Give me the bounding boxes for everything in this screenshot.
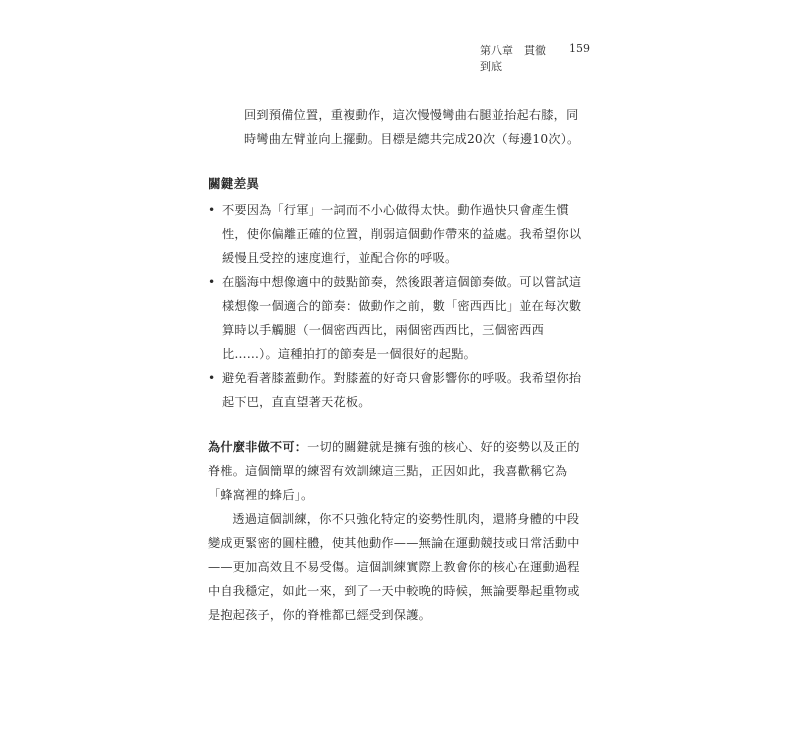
list-item <box>208 198 590 270</box>
running-header <box>480 42 590 74</box>
key-differences-list <box>208 198 590 414</box>
why-paragraph <box>208 435 590 507</box>
list-item <box>208 270 590 366</box>
list-item-text: 在腦海中想像適中的鼓點節奏，然後跟著這個節奏做。可以嘗試這樣想像一個適合的節奏：做動作之前，數「密西西比」並在每次數算時以手觸腿（一個密西西比，兩個密西西比，三個密西西比……）。這種拍打的節奏是一個很好的起點。 <box>222 275 582 361</box>
intro-paragraph: 回到預備位置，重複動作，這次慢慢彎曲右腿並抬起右膝，同時彎曲左臂並向上擺動。目標是總共完成20次（每邊10次）。 <box>244 108 580 146</box>
list-item <box>208 366 590 414</box>
chapter-title: 第八章 貫徹到底 <box>480 44 546 73</box>
why-text: 一切的關鍵就是擁有強的核心、好的姿勢以及正的脊椎。這個簡單的練習有效訓練這三點，正因如此，我喜歡稱它為「蜂窩裡的蜂后」。 <box>208 440 580 502</box>
closing-paragraph: 透過這個訓練，你不只強化特定的姿勢性肌肉，還將身體的中段變成更緊密的圓柱體，使其他動作——無論在運動競技或日常活動中——更加高效且不易受傷。這個訓練實際上教會你的核心在運動過程中自我穩定，如此一來，到了一天中較晚的時候，無論要舉起重物或是抱起孩子，你的脊椎都已經受到保護。 <box>208 512 580 622</box>
bullet-icon: • <box>208 275 216 289</box>
key-differences-heading: 關鍵差異 <box>208 176 260 191</box>
page-number: 159 <box>569 42 590 55</box>
bullet-icon: • <box>208 371 216 385</box>
page-body <box>208 103 590 627</box>
why-lead: 為什麼非做不可： <box>208 440 308 454</box>
list-item-text: 避免看著膝蓋動作。對膝蓋的好奇只會影響你的呼吸。我希望你抬起下巴，直直望著天花板。 <box>222 371 582 409</box>
section-spacer <box>208 414 590 435</box>
bullet-icon: • <box>208 203 216 217</box>
list-item-text: 不要因為「行軍」一詞而不小心做得太快。動作過快只會產生慣性，使你偏離正確的位置，削弱這個動作帶來的益處。我希望你以緩慢且受控的速度進行，並配合你的呼吸。 <box>222 203 582 265</box>
